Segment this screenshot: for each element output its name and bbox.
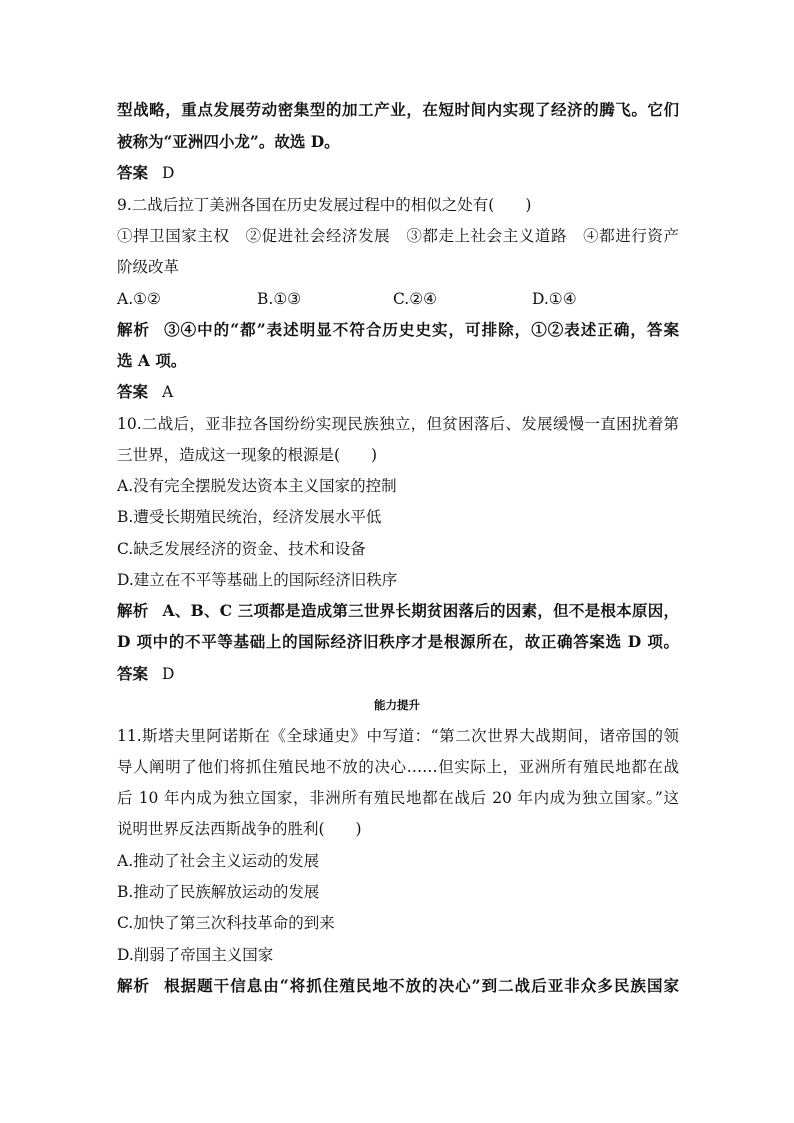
answer-value: A	[162, 383, 174, 401]
q9-statements-line-1: ①捍卫国家主权 ②促进社会经济发展 ③都走上社会主义道路 ④都进行资产	[117, 227, 679, 245]
q11-option-a: A.推动了社会主义运动的发展	[117, 852, 320, 870]
analysis-label: 解析	[117, 601, 149, 620]
q9-stem: 9.二战后拉丁美洲各国在历史发展过程中的相似之处有( )	[117, 196, 532, 214]
answer-label: 答案	[117, 382, 149, 401]
section-title: 能力提升	[374, 698, 420, 712]
q9-option-d: D.①④	[532, 290, 577, 308]
analysis-label: 解析	[117, 320, 151, 339]
analysis-text: ③④中的“都”表述明显不符合历史史实，可排除，①②表述正确，答案	[164, 320, 679, 339]
q11-stem-line-3: 后 10 年内成为独立国家，非洲所有殖民地都在战后 20 年内成为独立国家。”这	[117, 789, 679, 807]
q11-option-b: B.推动了民族解放运动的发展	[117, 883, 320, 901]
answer-q10	[117, 663, 679, 685]
continuation-line-2: 被称为“亚洲四小龙”。故选 D。	[117, 132, 340, 151]
q9-statements-line-2: 阶级改革	[117, 258, 180, 276]
answer-q9	[117, 381, 679, 403]
q9-option-c: C.②④	[393, 290, 438, 308]
q9-options	[117, 288, 679, 310]
answer-q8	[117, 162, 679, 184]
q9-option-a: A.①②	[117, 290, 161, 308]
q10-option-a: A.没有完全摆脱发达资本主义国家的控制	[117, 477, 397, 495]
answer-value: D	[162, 665, 175, 683]
q9-option-b: B.①③	[257, 290, 302, 308]
q10-option-d: D.建立在不平等基础上的国际经济旧秩序	[117, 571, 398, 589]
q11-stem-line-1: 11.斯塔夫里阿诺斯在《全球通史》中写道：“第二次世界大战期间，诸帝国的领	[117, 727, 679, 745]
q10-stem-line-2: 三世界，造成这一现象的根源是( )	[117, 446, 378, 464]
q11-option-d: D.削弱了帝国主义国家	[117, 946, 274, 964]
analysis-text: 根据题干信息由“将抓住殖民地不放的决心”到二战后亚非众多民族国家	[164, 976, 679, 995]
q11-analysis-line-1	[117, 975, 679, 997]
answer-value: D	[162, 164, 175, 182]
q10-analysis-line-1	[117, 600, 679, 622]
q10-option-c: C.缺乏发展经济的资金、技术和设备	[117, 540, 366, 558]
analysis-text: A、B、C 三项都是造成第三世界长期贫困落后的因素，但不是根本原因，	[162, 601, 679, 620]
q10-stem-line-1: 10.二战后，亚非拉各国纷纷实现民族独立，但贫困落后、发展缓慢一直困扰着第	[117, 415, 679, 433]
continuation-line-1: 型战略，重点发展劳动密集型的加工产业，在短时间内实现了经济的腾飞。它们	[117, 100, 679, 119]
analysis-label: 解析	[117, 976, 151, 995]
q11-stem-line-4: 说明世界反法西斯战争的胜利( )	[117, 820, 362, 838]
q10-analysis-line-2: D 项中的不平等基础上的国际经济旧秩序才是根源所在，故正确答案选 D 项。	[117, 632, 679, 651]
q11-option-c: C.加快了第三次科技革命的到来	[117, 914, 335, 932]
answer-label: 答案	[117, 163, 149, 182]
q11-stem-line-2: 导人阐明了他们将抓住殖民地不放的决心……但实际上，亚洲所有殖民地都在战	[117, 758, 679, 776]
q10-option-b: B.遭受长期殖民统治，经济发展水平低	[117, 508, 382, 526]
answer-label: 答案	[117, 664, 149, 683]
q9-analysis-line-1	[117, 319, 679, 341]
q9-analysis-line-2: 选 A 项。	[117, 351, 187, 370]
